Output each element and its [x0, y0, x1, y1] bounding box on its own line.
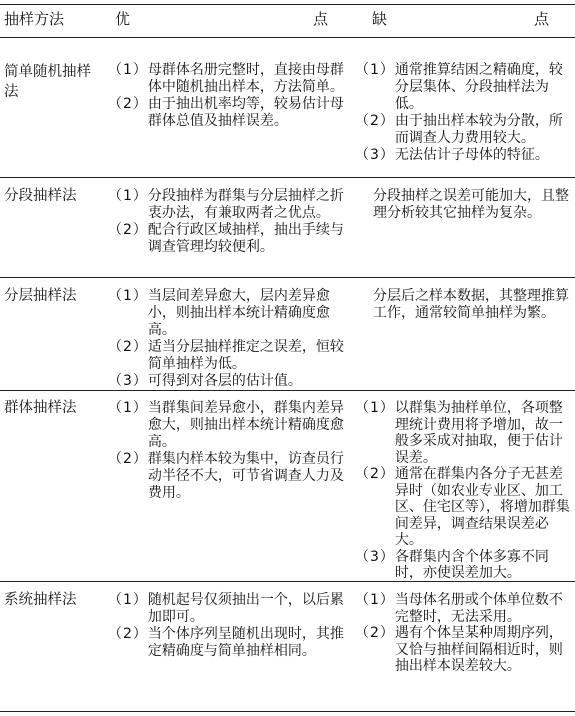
- item-number: （3）: [355, 548, 395, 565]
- item-text: 无法估计子母体的特征。: [394, 147, 549, 163]
- cons-cell: [355, 592, 573, 675]
- item-number: （2）: [108, 339, 148, 355]
- pros-cell: [108, 400, 346, 502]
- item-number: （1）: [108, 188, 148, 204]
- list-item: [355, 592, 573, 625]
- item-number: （1）: [355, 400, 395, 416]
- list-item: [108, 188, 346, 222]
- list-item: [355, 400, 573, 466]
- row-divider: [0, 277, 575, 278]
- item-number: （1）: [108, 62, 148, 78]
- list-item: [108, 626, 346, 660]
- item-number: （2）: [108, 626, 148, 642]
- list-item: [355, 549, 573, 582]
- item-text: 当群集间差异愈小，群集内差异愈大，则抽出样本统计精确度愈高。: [147, 400, 344, 450]
- item-number: （1）: [108, 288, 148, 304]
- item-number: （2）: [108, 96, 148, 112]
- method-label: 分段抽样法: [4, 188, 77, 204]
- list-item: [108, 62, 346, 96]
- pros-cell: [108, 188, 346, 256]
- item-text: 遇有个体呈某种周期序列，又恰与抽样间隔相近时，则抽出样本误差较大。: [394, 625, 563, 674]
- pros-cell: [108, 288, 346, 390]
- item-text: 适当分层抽样推定之误差，恒较简单抽样为低。: [147, 339, 344, 372]
- item-text: 可得到对各层的估计值。: [147, 373, 302, 389]
- item-number: （2）: [355, 113, 395, 129]
- item-number: （2）: [108, 222, 148, 238]
- header-pros-1: 优: [115, 10, 131, 28]
- item-text: 各群集内含个体多寡不同时，亦使误差加大。: [394, 548, 549, 581]
- item-text: 分段抽样为群集与分层抽样之折衷办法，有兼取两者之优点。: [147, 188, 344, 221]
- method-label: 简单随机抽样法: [4, 64, 91, 100]
- list-item: [108, 288, 346, 339]
- header-pros-2: 点: [313, 10, 329, 28]
- cons-cell: [355, 62, 573, 164]
- item-text: 配合行政区域抽样，抽出手续与调查管理均较便利。: [147, 222, 344, 255]
- list-item: [355, 113, 573, 147]
- item-text: 由于抽出机率均等，较易估计母群体总值及抽样误差。: [147, 96, 344, 129]
- cons-cell: [355, 400, 573, 582]
- item-number: （1）: [108, 592, 148, 608]
- list-item: [355, 466, 573, 549]
- item-number: （3）: [108, 373, 148, 389]
- row-divider: [0, 390, 575, 391]
- item-text: 群集内样本较为集中，访查员行动半径不大，可节省调查人力及费用。: [147, 451, 344, 501]
- item-number: （1）: [355, 62, 395, 78]
- item-number: （2）: [108, 451, 148, 467]
- item-text: 当母体名册或个体单位数不完整时，无法采用。: [394, 592, 563, 625]
- item-text: 母群体名册完整时，直接由母群体中随机抽出样本，方法简单。: [147, 62, 344, 95]
- row-divider: [0, 177, 575, 178]
- item-text: 通常推算结困之精确度，较分层集体、分段抽样法为低。: [394, 62, 563, 112]
- list-item: [355, 625, 573, 675]
- cons-text: 分层后之样本数据，其整理推算工作，通常较简单抽样为繁。: [373, 288, 569, 321]
- list-item: [355, 62, 573, 113]
- method-label: 系统抽样法: [4, 592, 77, 608]
- header-bottom-rule: [0, 37, 575, 38]
- cons-cell: [355, 188, 573, 222]
- item-text: 当个体序列呈随机出现时，其推定精确度与简单抽样相同。: [147, 626, 344, 659]
- item-text: 以群集为抽样单位，各项整理统计费用将予增加，故一般多采成对抽取，便于估计误差。: [394, 400, 563, 466]
- cons-cell: [355, 288, 573, 322]
- list-item: [355, 147, 573, 164]
- item-text: 随机起号仅须抽出一个，以后累加即可。: [147, 592, 344, 625]
- list-item: [108, 400, 346, 451]
- item-text: 由于抽出样本较为分散，所而调查人力费用较大。: [394, 113, 563, 146]
- method-label: 分层抽样法: [4, 288, 77, 304]
- item-text: 当层间差异愈大，层内差异愈小，则抽出样本统计精确度愈高。: [147, 288, 330, 338]
- header-cons-2: 点: [534, 10, 550, 28]
- list-item: [108, 339, 346, 373]
- table-top-rule: [0, 4, 575, 5]
- list-item: [108, 96, 346, 130]
- list-item: [108, 373, 346, 390]
- list-item: [108, 451, 346, 502]
- cons-text: 分段抽样之误差可能加大，且整理分析较其它抽样为复杂。: [373, 188, 569, 221]
- item-number: （1）: [108, 400, 148, 416]
- item-number: （2）: [355, 625, 395, 641]
- list-item: [108, 592, 346, 626]
- item-number: （3）: [355, 147, 395, 163]
- pros-cell: [108, 62, 346, 130]
- item-number: （1）: [355, 592, 395, 608]
- header-method: 抽样方法: [4, 10, 65, 28]
- pros-cell: [108, 592, 346, 660]
- method-label: 群体抽样法: [4, 400, 77, 416]
- header-cons-1: 缺: [372, 10, 388, 28]
- item-text: 通常在群集内各分子无甚差异时（如农业专业区、加工区、住宅区等），将增加群集间差异，调查结果误差必大。: [394, 466, 570, 548]
- list-item: [108, 222, 346, 256]
- table-bottom-rule: [0, 711, 575, 712]
- item-number: （2）: [355, 466, 395, 482]
